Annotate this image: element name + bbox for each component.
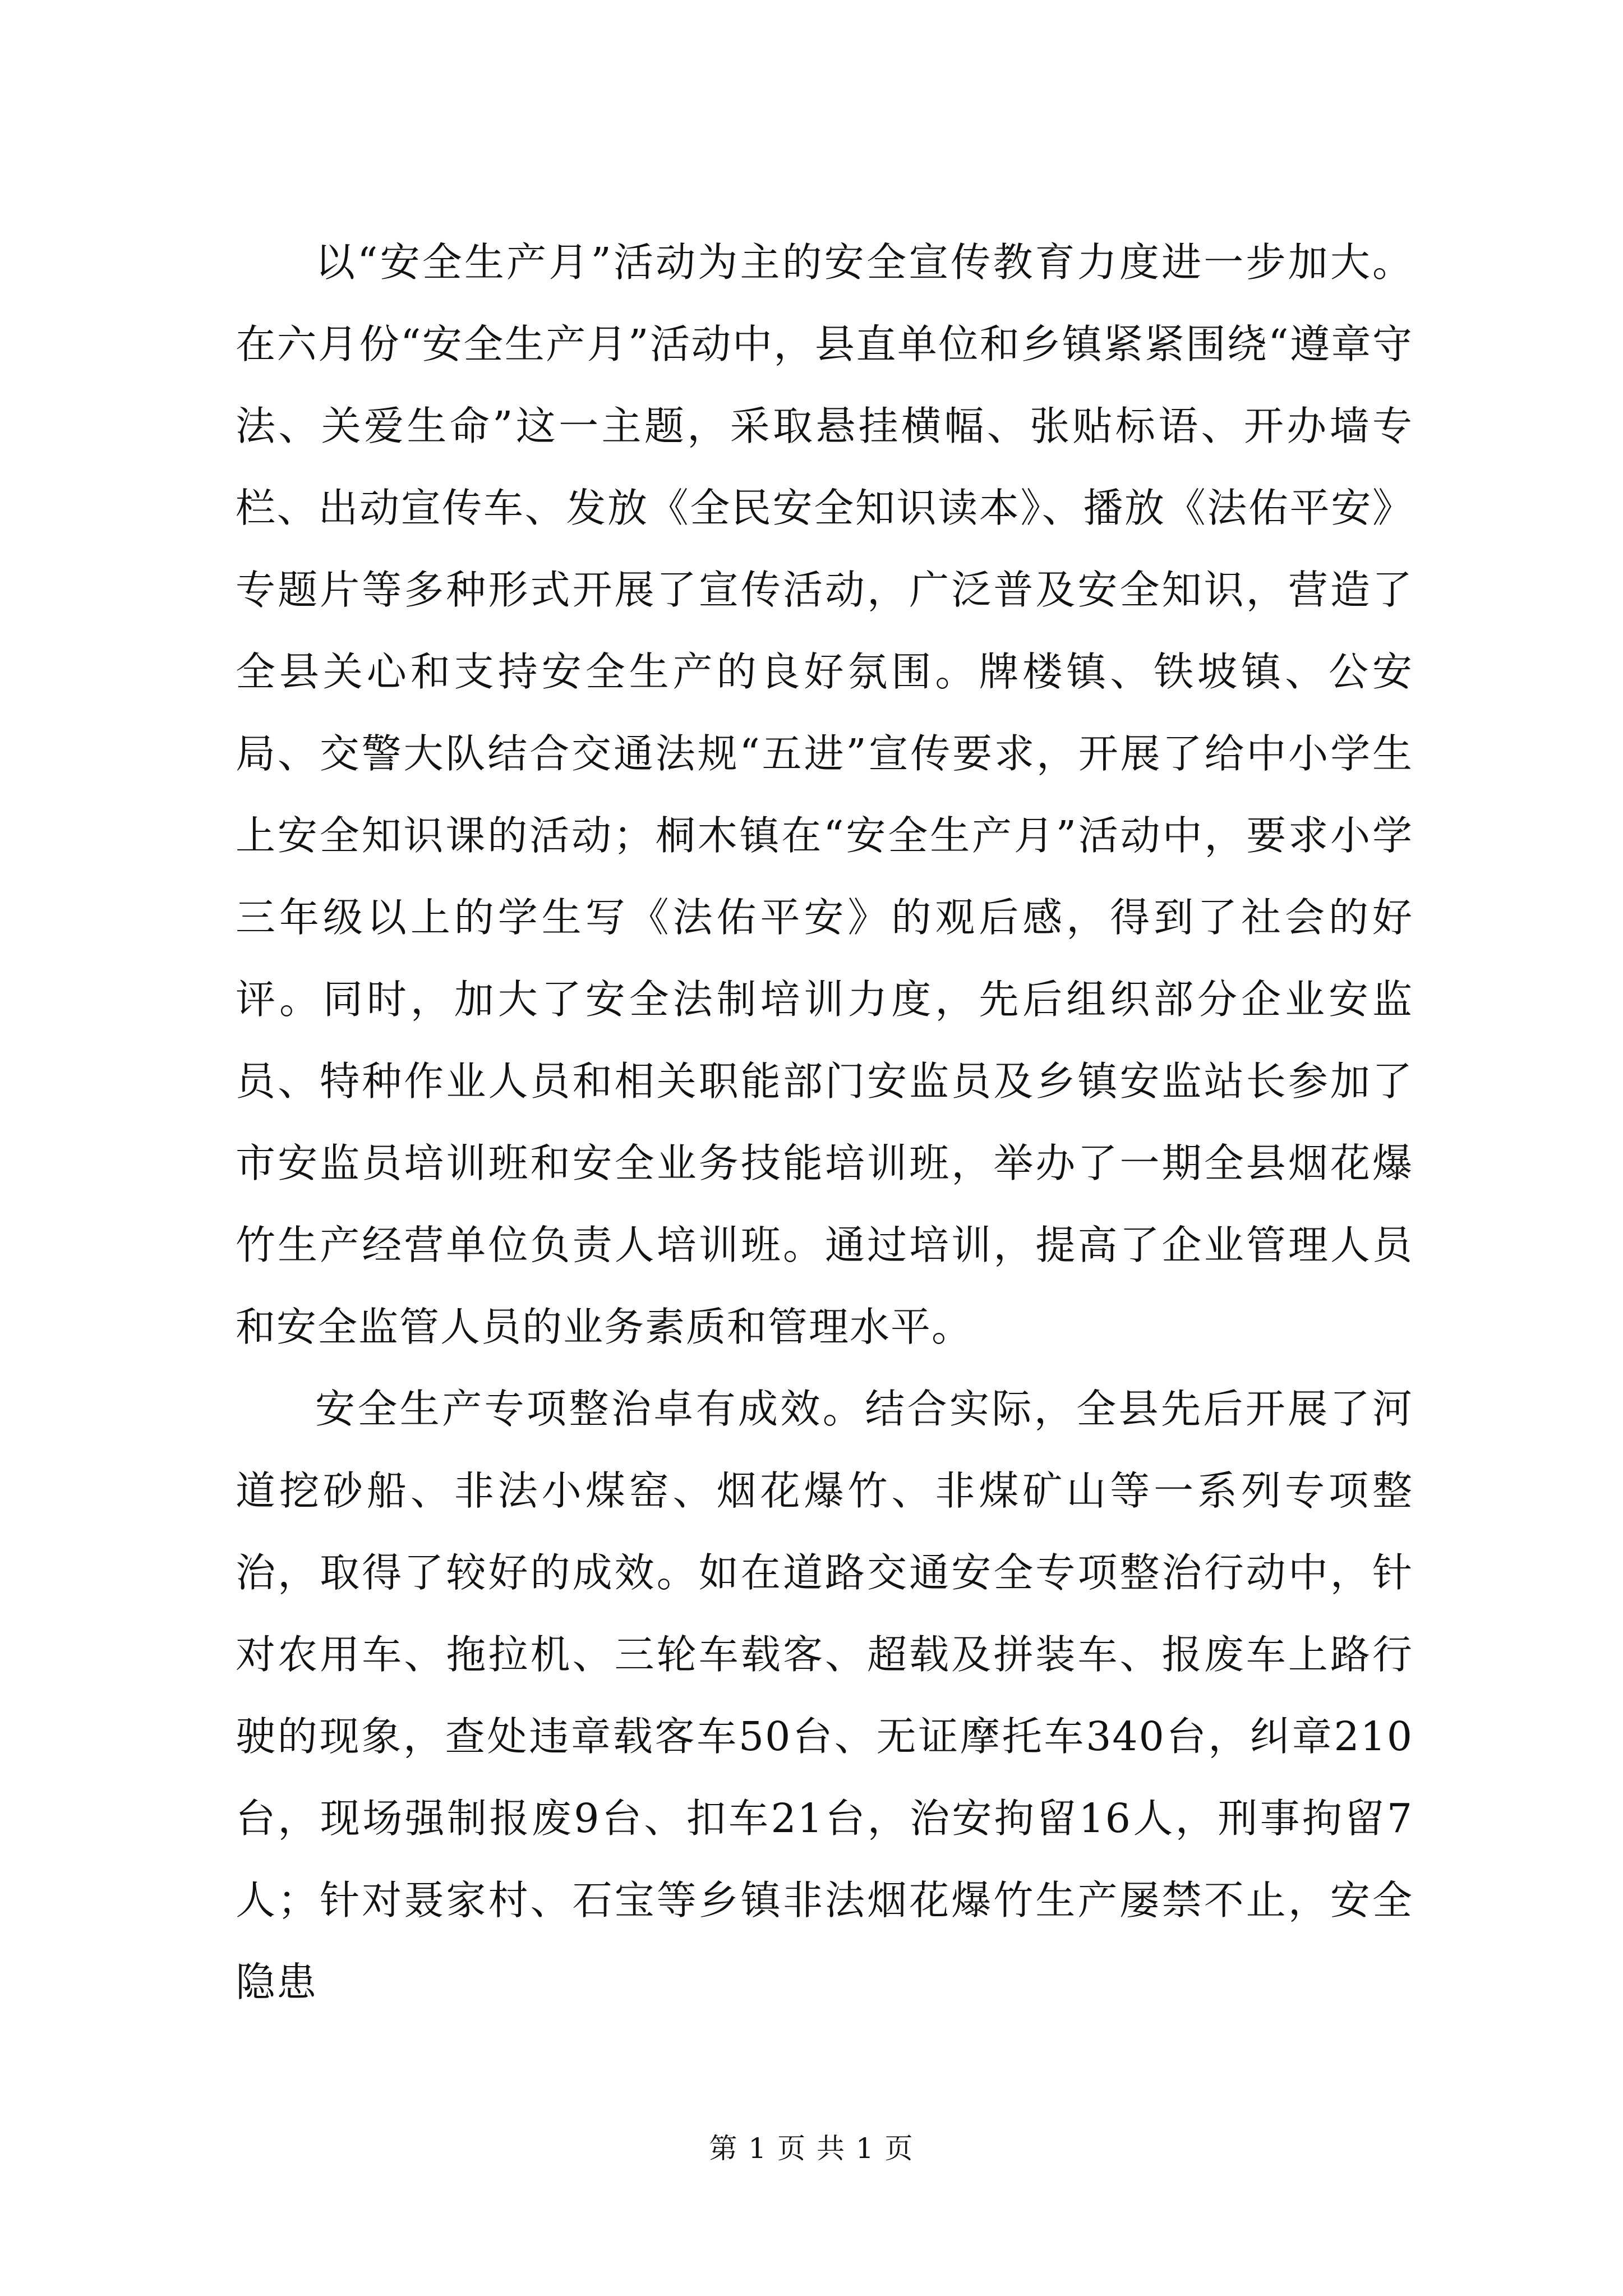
paragraph-special-rectification: 安全生产专项整治卓有成效。结合实际，全县先后开展了河道挖砂船、非法小煤窑、烟花爆竹、非煤矿山等一系列专项整治，取得了较好的成效。如在道路交通安全专项整治行动中，针对农用车、拖拉机、三轮车载客、超载及拼装车、报废车上路行驶的现象，查处违章载客车50台、无证摩托车340台，纠章210台，现场强制报废9台、扣车21台，治安拘留16人，刑事拘留7人；针对聂家村、石宝等乡镇非法烟花爆竹生产屡禁不止，安全隐患: [236, 1386, 1413, 2005]
paragraph-safety-publicity: 以“安全生产月”活动为主的安全宣传教育力度进一步加大。在六月份“安全生产月”活动中，县直单位和乡镇紧紧围绕“遵章守法、关爱生命”这一主题，采取悬挂横幅、张贴标语、开办墙专栏、出动宣传车、发放《全民安全知识读本》、播放《法佑平安》专题片等多种形式开展了宣传活动，广泛普及安全知识，营造了全县关心和支持安全生产的良好氛围。牌楼镇、铁坡镇、公安局、交警大队结合交通法规“五进”宣传要求，开展了给中小学生上安全知识课的活动；桐木镇在“安全生产月”活动中，要求小学三年级以上的学生写《法佑平安》的观后感，得到了社会的好评。同时，加大了安全法制培训力度，先后组织部分企业安监员、特种作业人员和相关职能部门安监员及乡镇安监站长参加了市安监员培训班和安全业务技能培训班，举办了一期全县烟花爆竹生产经营单位负责人培训班。通过培训，提高了企业管理人员和安全监管人员的业务素质和管理水平。: [236, 239, 1413, 1350]
document-body: [236, 222, 1413, 2023]
page-footer: 第 1 页 共 1 页: [709, 2132, 914, 2165]
